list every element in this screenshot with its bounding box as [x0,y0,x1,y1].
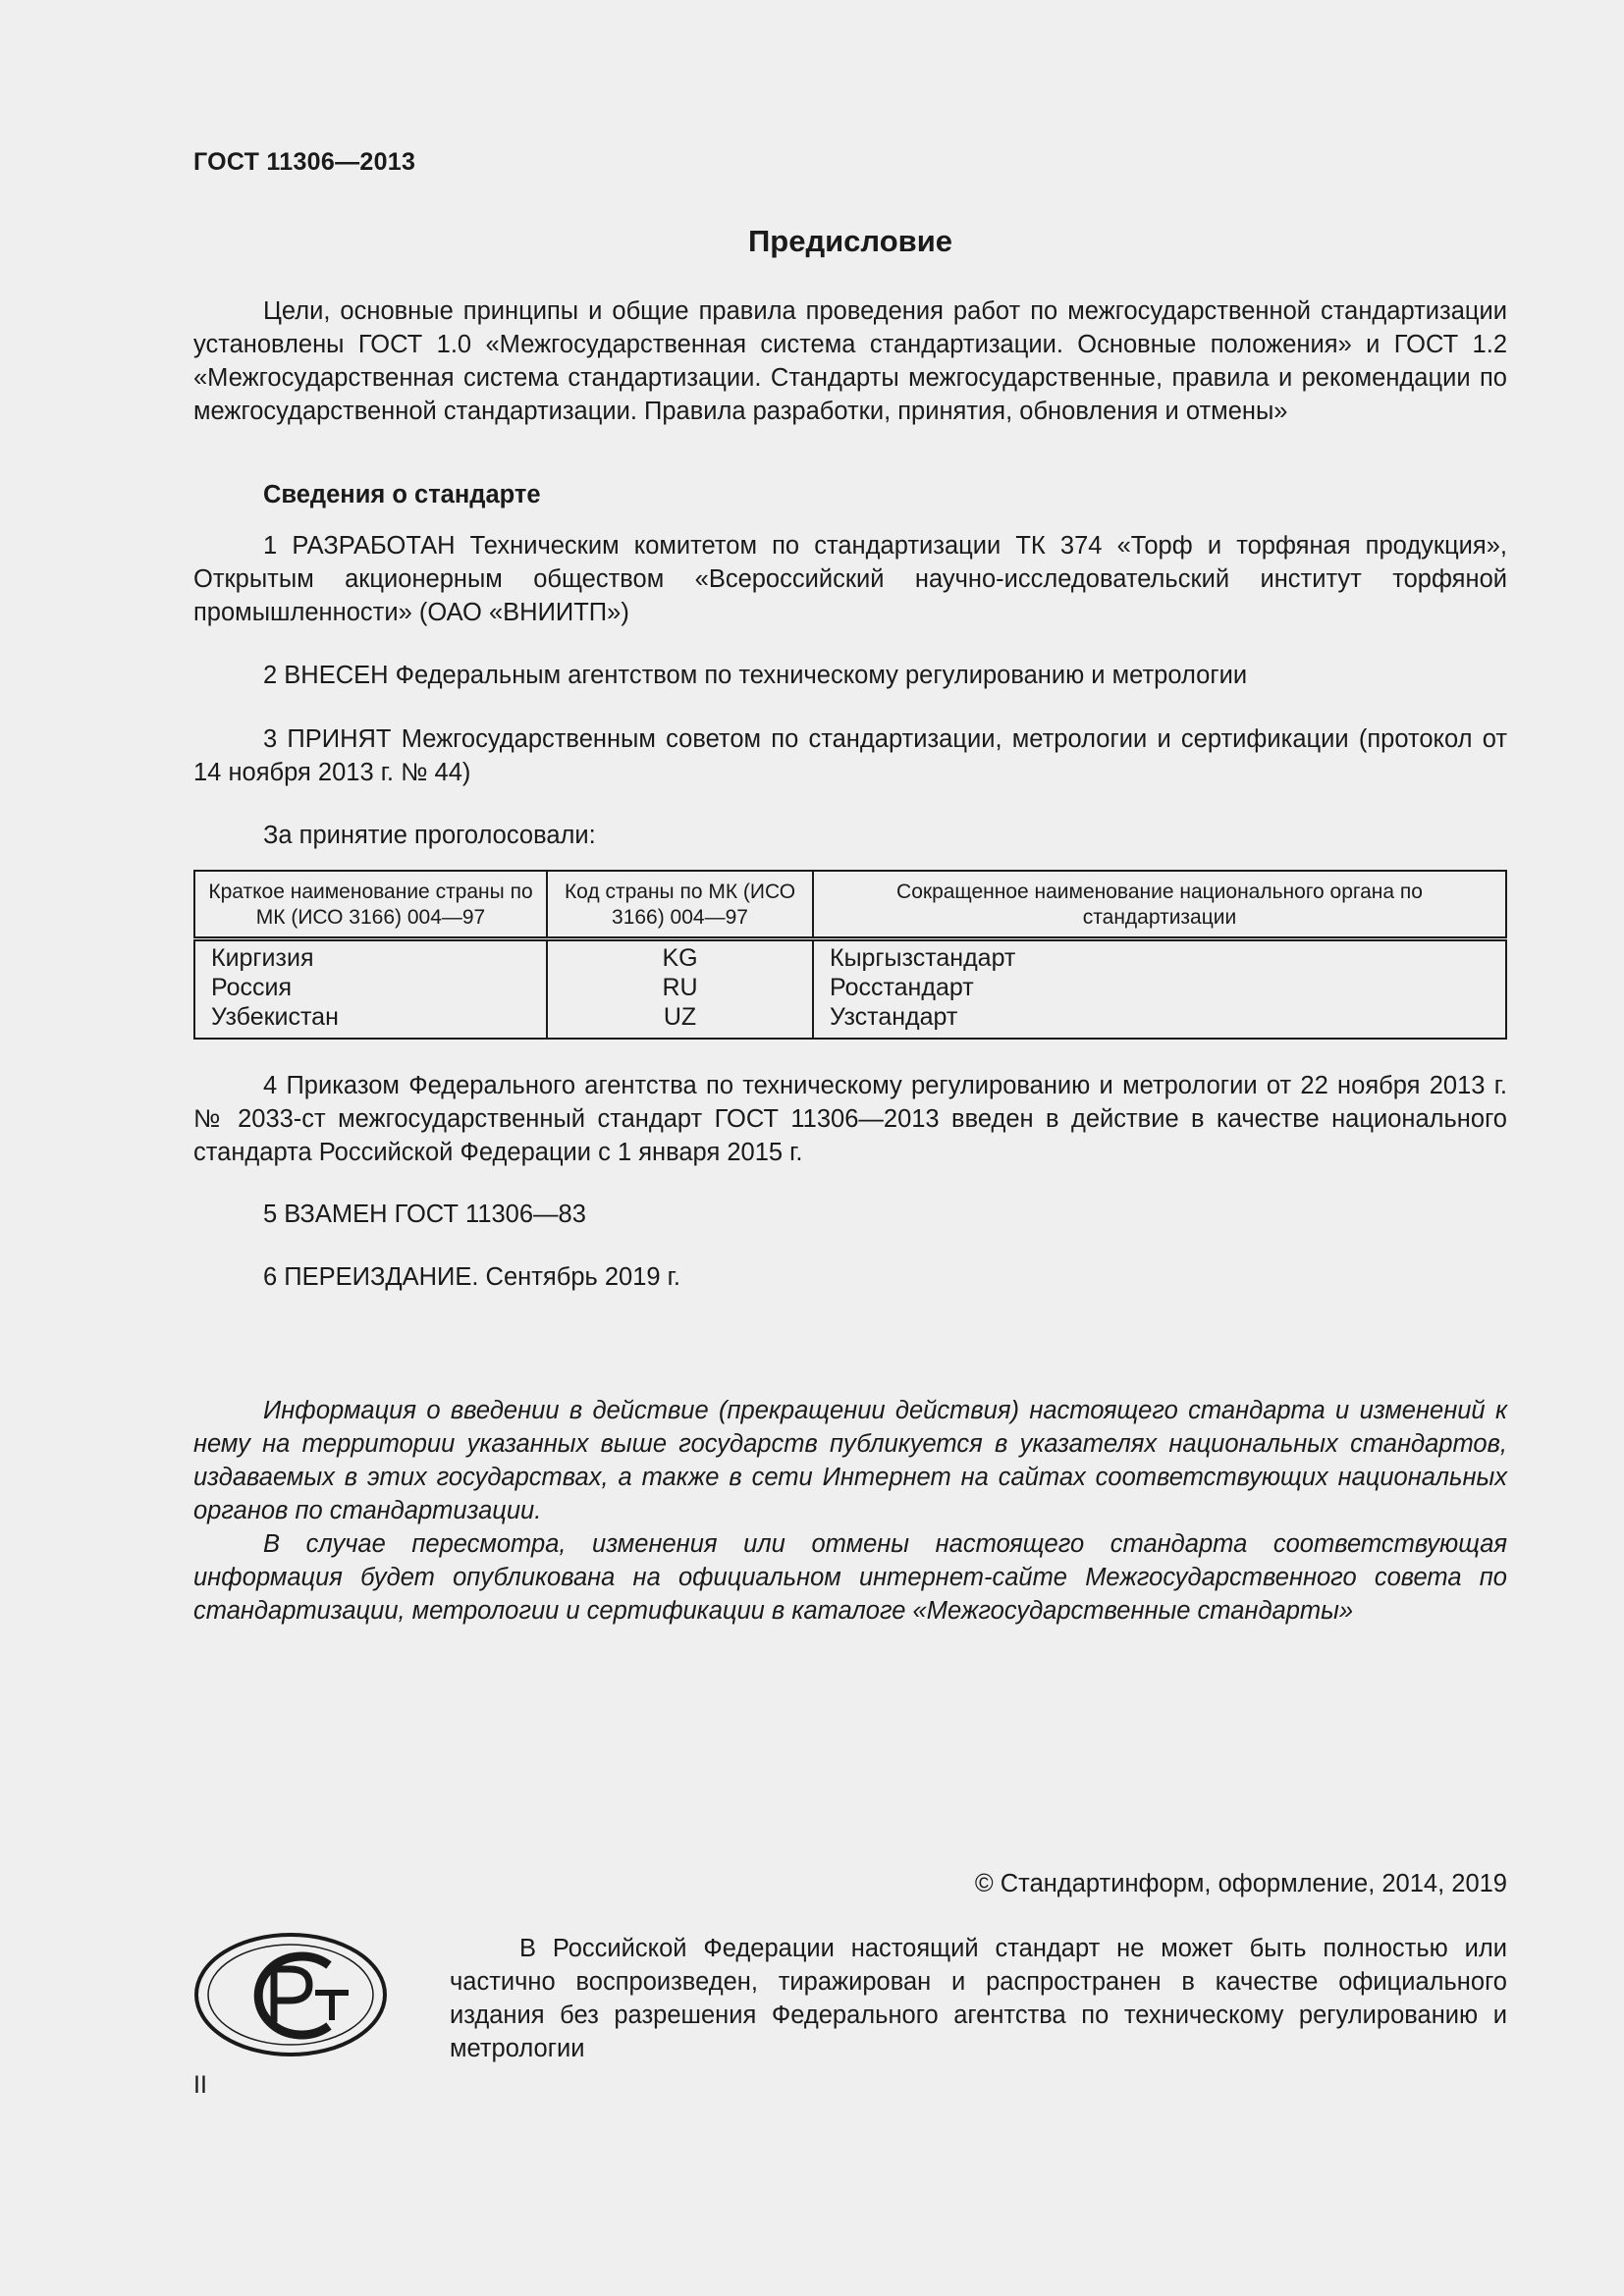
national-body-cell: Узстандарт [830,1003,958,1031]
country-name-cell: Россия [194,973,547,1002]
table-row [194,973,1506,1002]
table-row [194,939,1506,974]
page-title: Предисловие [747,224,952,258]
table-header-row [194,871,1506,939]
document-code: ГОСТ 11306—2013 [193,148,416,176]
voted-label: За принятие проголосовали: [263,822,596,849]
table-row [194,1002,1506,1039]
item-enacted: 4 Приказом Федерального агентства по техническому регулированию и метрологии от 22 ноября 2013 г. № 2033-ст межгосударственный стандарт ГОСТ 11306—2013 введен в действие в качестве национального стандарта Российской Федерации с 1 января 2015 г. [193,1072,1507,1166]
country-name-cell: Киргизия [194,939,547,974]
copyright-line: © Стандартинформ, оформление, 2014, 2019 [974,1870,1507,1897]
national-body-cell: Кыргызстандарт [830,944,1016,972]
item-introduced: 2 ВНЕСЕН Федеральным агентством по техническому регулированию и метрологии [263,662,1248,689]
item-reissue: 6 ПЕРЕИЗДАНИЕ. Сентябрь 2019 г. [263,1263,680,1291]
revision-notice-paragraph: В случае пересмотра, изменения или отмены настоящего стандарта соответствующая информация будет опубликована на официальном интернет-сайте Межгосударственного совета по стандартизации, метрологии и сертификации в каталоге «Межгосударственные стандарты» [193,1530,1507,1625]
country-name-cell: Узбекистан [194,1002,547,1039]
country-code-cell: RU [547,973,813,1002]
rst-conformity-mark-icon [193,1932,388,2057]
item-replaces: 5 ВЗАМЕН ГОСТ 11306—83 [263,1201,586,1228]
voting-countries-table [193,870,1507,1040]
country-code-cell: UZ [547,1002,813,1039]
reproduction-notice: В Российской Федерации настоящий стандарт не может быть полностью или частично воспроизведен, тиражирован и распространен в качестве официального издания без разрешения Федерального агентства по техническому регулированию и метрологии [450,1935,1507,2062]
standard-info-heading: Сведения о стандарте [263,481,541,508]
header-country-name: Краткое наименование страны по МК (ИСО 3166) 004—97 [194,871,547,939]
national-body-cell: Росстандарт [830,974,974,1001]
header-country-code: Код страны по МК (ИСО 3166) 004—97 [547,871,813,939]
header-national-body: Сокращенное наименование национального органа по стандартизации [813,871,1506,939]
country-code-cell: KG [547,939,813,974]
item-developed: 1 РАЗРАБОТАН Техническим комитетом по стандартизации ТК 374 «Торф и торфяная продукция», Открытым акционерным обществом «Всероссийский научно-исследовательский институт торфяной промышленности» (ОАО «ВНИИТП») [193,532,1507,626]
page-number: II [193,2071,207,2099]
info-notice-paragraph: Информация о введении в действие (прекращении действия) настоящего стандарта и изменений к нему на территории указанных выше государств публикуется в указателях национальных стандартов, издаваемых в этих государствах, а также в сети Интернет на сайтах соответствующих национальных органов по стандартизации. [193,1397,1507,1524]
item-adopted: 3 ПРИНЯТ Межгосударственным советом по стандартизации, метрологии и сертификации (протокол от 14 ноября 2013 г. № 44) [193,725,1507,786]
intro-paragraph: Цели, основные принципы и общие правила проведения работ по межгосударственной стандартизации установлены ГОСТ 1.0 «Межгосударственная система стандартизации. Основные положения» и ГОСТ 1.2 «Межгосударственная система стандартизации. Стандарты межгосударственные, правила и рекомендации по межгосударственной стандартизации. Правила разработки, принятия, обновления и отмены» [193,297,1507,425]
